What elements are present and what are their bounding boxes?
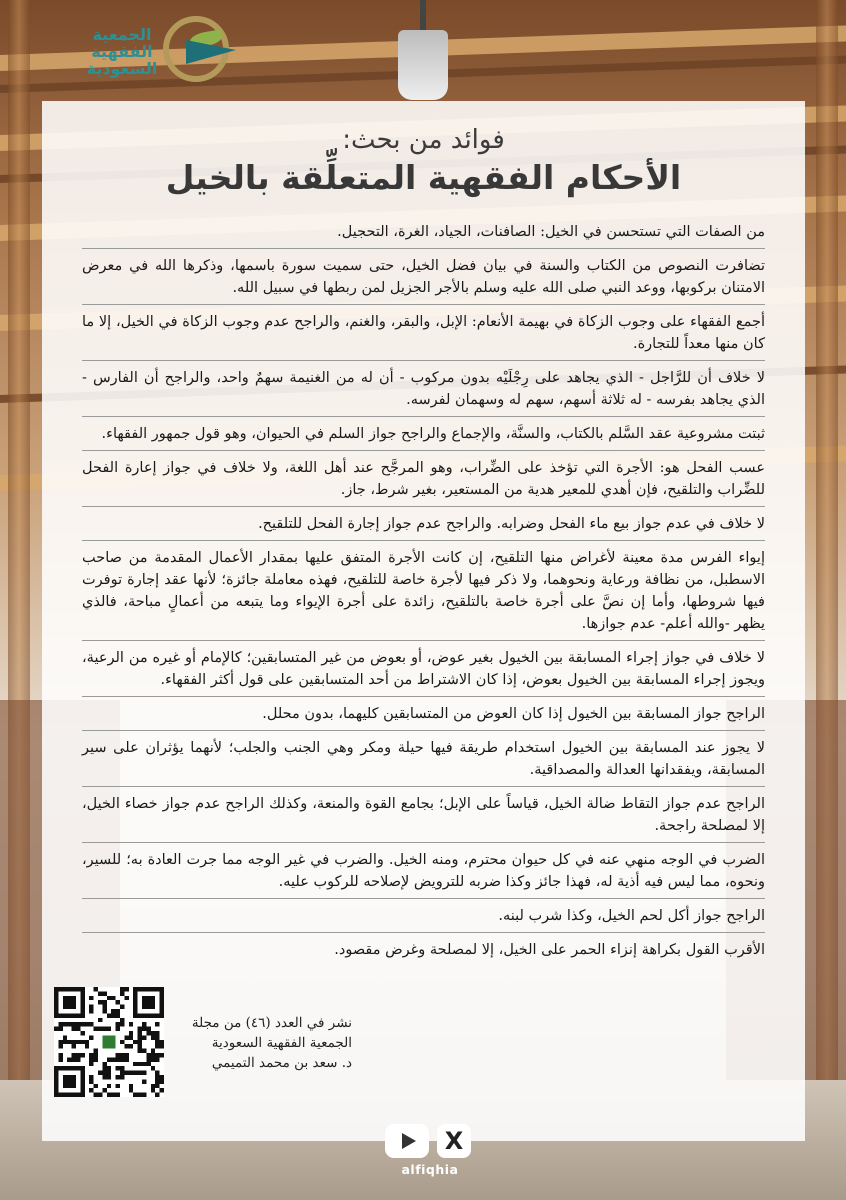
page-title: الأحكام الفقهية المتعلِّقة بالخيل bbox=[165, 158, 682, 197]
list-item: الراجح جواز أكل لحم الخيل، وكذا شرب لبنه. bbox=[82, 898, 765, 932]
publication-credit bbox=[182, 1013, 352, 1073]
list-item: أجمع الفقهاء على وجوب الزكاة في بهيمة الأنعام: الإبل، والبقر، والغنم، والراجح عدم وجوب الزكاة في الخيل، إلا ما كان منها معداً للتجارة. bbox=[82, 304, 765, 360]
association-logo bbox=[40, 10, 245, 90]
list-item: لا خلاف في جواز إجراء المسابقة بين الخيول بغير عوض، أو بعوض من غير المتسابقين؛ كالإمام أو غيره من الرعية، ويجوز إجراء المسابقة بين الخيول بعوض، إذا كان الاشتراط من أحد المتسابقين على قول أكثر الفقهاء. bbox=[82, 640, 765, 696]
social-handle: alfiqhia bbox=[401, 1162, 459, 1177]
x-icon[interactable]: X bbox=[437, 1124, 471, 1158]
list-item: ثبتت مشروعية عقد السَّلم بالكتاب، والسنَّة، والإجماع والراجح جواز السلم في الحيوان، وهو قول جمهور الفقهاء. bbox=[82, 416, 765, 450]
youtube-icon[interactable] bbox=[385, 1124, 429, 1158]
logo-text: الجمعية الفقهية السعودية bbox=[86, 25, 158, 78]
list-item: إيواء الفرس مدة معينة لأغراض منها التلقيح، إن كانت الأجرة المتفق عليها بمقدار الأعمال المقدمة من صاحب الاسطبل، من نظافة ورعاية ونحوهما، ولا ذكر فيها لأجرة خاصة للتلقيح، فهذه معاملة جائزة؛ لأنها عقد إجارة توفرت فيها شروطها، وأما إن نصَّ على أجرة خاصة بالتلقيح، زائدة على أجرة الإيواء وما يتبعه من أعمالٍ مباحة، فالذي يظهر -والله أعلم- عدم جوازها. bbox=[82, 540, 765, 640]
list-item: الراجح عدم جواز التقاط ضالة الخيل، قياساً على الإبل؛ بجامع القوة والمنعة، وكذلك الراجح عدم جواز خصاء الخيل، إلا لمصلحة راجحة. bbox=[82, 786, 765, 842]
logo-book-icon bbox=[186, 40, 236, 64]
list-item: الضرب في الوجه منهي عنه في كل حيوان محترم، ومنه الخيل. والضرب في غير الوجه مما جرت العادة به؛ للسير، ونحوه، مما ليس فيه أذية له، فهذا جائز وكذا ضربه للترويض لإصلاحه للركوب عليه. bbox=[82, 842, 765, 898]
header bbox=[42, 123, 805, 199]
benefits-list bbox=[82, 215, 765, 966]
list-item: الأقرب القول بكراهة إنزاء الحمر على الخيل، إلا لمصلحة وغرض مقصود. bbox=[82, 932, 765, 966]
credit-issue: نشر في العدد (٤٦) من مجلة bbox=[191, 1015, 352, 1031]
list-item: الراجح جواز المسابقة بين الخيول إذا كان العوض من المتسابقين كليهما، بدون محلل. bbox=[82, 696, 765, 730]
list-item: لا خلاف في عدم جواز بيع ماء الفحل وضرابه. والراجح عدم جواز إجارة الفحل للتلقيح. bbox=[82, 506, 765, 540]
social-links bbox=[385, 1124, 475, 1194]
list-item: لا خلاف أن للرَّاجل - الذي يجاهد على رِجْلَيْه بدون مركوب - أن له من الغنيمة سهمٌ واحد، والراجح أن الفارس - الذي يجاهد بفرسه - له ثلاثة أسهم، سهم له وسهمان لفرسه. bbox=[82, 360, 765, 416]
qr-code[interactable] bbox=[54, 987, 164, 1097]
page-subtitle: فوائد من بحث: bbox=[342, 125, 505, 155]
list-item: لا يجوز عند المسابقة بين الخيول استخدام طريقة فيها حيلة ومكر وهي الجنب والجلب؛ لأنهما يؤثران على سير المسابقة، ويفقدانها العدالة والمصداقية. bbox=[82, 730, 765, 786]
content-card bbox=[42, 101, 805, 1141]
list-item: عسب الفحل هو: الأجرة التي تؤخذ على الضِّراب، وهو المرجَّح عند أهل اللغة، ولا خلاف في جواز إعارة الفحل للضِّراب والتلقيح، فإن أهدي للمعير هدية من المستعير، بغير شرط، جاز. bbox=[82, 450, 765, 506]
list-item: تضافرت النصوص من الكتاب والسنة في بيان فضل الخيل، حتى سميت سورة باسمها، وذكرها الله في معرض الامتنان بركوبها، ووعد النبي صلى الله عليه وسلم بالأجر الجزيل لمن ربطها في سبيل الله. bbox=[82, 248, 765, 304]
credit-journal: الجمعية الفقهية السعودية bbox=[211, 1035, 352, 1051]
list-item: من الصفات التي تستحسن في الخيل: الصافنات، الجياد، الغرة، التحجيل. bbox=[337, 224, 765, 240]
credit-author: د. سعد بن محمد التميمي bbox=[211, 1055, 352, 1071]
